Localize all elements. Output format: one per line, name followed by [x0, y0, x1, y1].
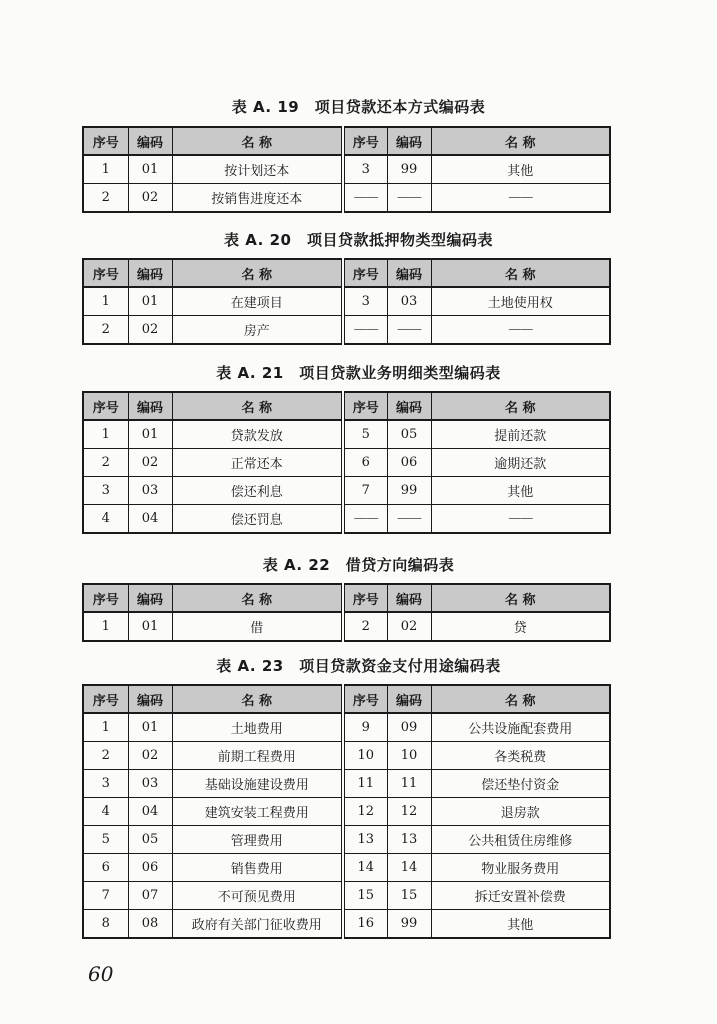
cell-seq: 2 — [83, 316, 128, 345]
header-seq: 序号 — [83, 584, 128, 612]
code-table-a20 — [82, 258, 611, 345]
cell-seq: 6 — [343, 449, 387, 477]
cell-seq: 11 — [343, 770, 387, 798]
header-code: 编码 — [128, 392, 172, 420]
cell-name: 管理费用 — [172, 826, 343, 854]
cell-name: 不可预见费用 — [172, 882, 343, 910]
cell-code: 01 — [128, 287, 172, 316]
header-name: 名 称 — [431, 685, 610, 713]
cell-name: 前期工程费用 — [172, 742, 343, 770]
cell-code: 10 — [387, 742, 431, 770]
cell-code: 99 — [387, 155, 431, 184]
cell-code: 01 — [128, 713, 172, 742]
table-header-row — [83, 127, 610, 155]
cell-seq: 1 — [83, 420, 128, 449]
cell-seq: 1 — [83, 612, 128, 641]
cell-name: 偿还垫付资金 — [431, 770, 610, 798]
header-seq: 序号 — [343, 685, 387, 713]
cell-name: 提前还款 — [431, 420, 610, 449]
cell-code: —— — [387, 505, 431, 534]
cell-name: 公共设施配套费用 — [431, 713, 610, 742]
code-table-a19 — [82, 126, 611, 213]
cell-code: 09 — [387, 713, 431, 742]
cell-seq: 5 — [83, 826, 128, 854]
cell-seq: 2 — [83, 742, 128, 770]
cell-seq: 2 — [343, 612, 387, 641]
table-row — [83, 910, 610, 939]
table-row — [83, 155, 610, 184]
cell-code: 02 — [387, 612, 431, 641]
cell-code: 05 — [387, 420, 431, 449]
cell-seq: 5 — [343, 420, 387, 449]
cell-code: 01 — [128, 612, 172, 641]
cell-code: 99 — [387, 910, 431, 939]
cell-code: —— — [387, 316, 431, 345]
header-code: 编码 — [128, 259, 172, 287]
header-code: 编码 — [387, 392, 431, 420]
cell-name: 正常还本 — [172, 449, 343, 477]
page-number: 60 — [88, 962, 114, 986]
cell-seq: —— — [343, 505, 387, 534]
table-header-row — [83, 685, 610, 713]
cell-seq: 13 — [343, 826, 387, 854]
cell-name: 退房款 — [431, 798, 610, 826]
cell-name: 借 — [172, 612, 343, 641]
table-row — [83, 449, 610, 477]
cell-name: 贷款发放 — [172, 420, 343, 449]
cell-seq: 2 — [83, 449, 128, 477]
cell-code: 06 — [128, 854, 172, 882]
cell-seq: 1 — [83, 713, 128, 742]
header-seq: 序号 — [83, 392, 128, 420]
cell-name: 政府有关部门征收费用 — [172, 910, 343, 939]
cell-code: 02 — [128, 449, 172, 477]
cell-name: 偿还罚息 — [172, 505, 343, 534]
table-caption-a20: 表 A. 20 项目贷款抵押物类型编码表 — [224, 231, 493, 249]
header-seq: 序号 — [83, 685, 128, 713]
table-row — [83, 505, 610, 534]
cell-name: 其他 — [431, 910, 610, 939]
header-name: 名 称 — [172, 259, 343, 287]
cell-code: —— — [387, 184, 431, 213]
cell-name: 按计划还本 — [172, 155, 343, 184]
header-code: 编码 — [387, 259, 431, 287]
header-seq: 序号 — [83, 259, 128, 287]
cell-name: 按销售进度还本 — [172, 184, 343, 213]
cell-code: 12 — [387, 798, 431, 826]
cell-code: 01 — [128, 420, 172, 449]
cell-seq: 16 — [343, 910, 387, 939]
cell-name: —— — [431, 316, 610, 345]
cell-seq: —— — [343, 316, 387, 345]
header-name: 名 称 — [431, 392, 610, 420]
cell-seq: 7 — [83, 882, 128, 910]
cell-code: 08 — [128, 910, 172, 939]
cell-code: 14 — [387, 854, 431, 882]
cell-seq: 1 — [83, 155, 128, 184]
cell-code: 15 — [387, 882, 431, 910]
cell-code: 01 — [128, 155, 172, 184]
cell-seq: 15 — [343, 882, 387, 910]
cell-name: 公共租赁住房维修 — [431, 826, 610, 854]
header-code: 编码 — [128, 584, 172, 612]
code-table-a23 — [82, 684, 611, 939]
header-name: 名 称 — [172, 127, 343, 155]
header-name: 名 称 — [431, 127, 610, 155]
header-seq: 序号 — [343, 392, 387, 420]
header-seq: 序号 — [343, 584, 387, 612]
cell-code: 13 — [387, 826, 431, 854]
cell-name: 房产 — [172, 316, 343, 345]
table-header-row — [83, 392, 610, 420]
header-name: 名 称 — [172, 584, 343, 612]
table-row — [83, 420, 610, 449]
cell-code: 03 — [128, 770, 172, 798]
table-row — [83, 798, 610, 826]
cell-code: 03 — [387, 287, 431, 316]
cell-seq: 3 — [83, 770, 128, 798]
header-seq: 序号 — [343, 127, 387, 155]
header-code: 编码 — [128, 127, 172, 155]
table-row — [83, 184, 610, 213]
cell-seq: —— — [343, 184, 387, 213]
table-caption-a22: 表 A. 22 借贷方向编码表 — [262, 556, 455, 574]
cell-code: 04 — [128, 798, 172, 826]
table-header-row — [83, 259, 610, 287]
cell-code: 11 — [387, 770, 431, 798]
cell-seq: 4 — [83, 505, 128, 534]
cell-name: 土地费用 — [172, 713, 343, 742]
header-seq: 序号 — [83, 127, 128, 155]
table-row — [83, 316, 610, 345]
table-row — [83, 854, 610, 882]
table-caption-a19: 表 A. 19 项目贷款还本方式编码表 — [231, 98, 486, 116]
cell-code: 07 — [128, 882, 172, 910]
cell-seq: 8 — [83, 910, 128, 939]
cell-name: 其他 — [431, 477, 610, 505]
header-code: 编码 — [387, 127, 431, 155]
cell-seq: 14 — [343, 854, 387, 882]
table-header-row — [83, 584, 610, 612]
cell-name: 土地使用权 — [431, 287, 610, 316]
table-row — [83, 612, 610, 641]
cell-name: 在建项目 — [172, 287, 343, 316]
cell-code: 02 — [128, 742, 172, 770]
cell-name: 拆迁安置补偿费 — [431, 882, 610, 910]
header-name: 名 称 — [172, 685, 343, 713]
code-table-a22 — [82, 583, 611, 642]
header-name: 名 称 — [172, 392, 343, 420]
cell-seq: 3 — [83, 477, 128, 505]
table-caption-a21: 表 A. 21 项目贷款业务明细类型编码表 — [216, 364, 501, 382]
cell-seq: 6 — [83, 854, 128, 882]
table-row — [83, 882, 610, 910]
cell-name: 物业服务费用 — [431, 854, 610, 882]
cell-code: 05 — [128, 826, 172, 854]
header-code: 编码 — [128, 685, 172, 713]
table-row — [83, 287, 610, 316]
table-row — [83, 742, 610, 770]
code-table-a21 — [82, 391, 611, 534]
cell-seq: 10 — [343, 742, 387, 770]
table-row — [83, 770, 610, 798]
cell-code: 02 — [128, 184, 172, 213]
cell-name: —— — [431, 505, 610, 534]
cell-code: 04 — [128, 505, 172, 534]
cell-name: 贷 — [431, 612, 610, 641]
table-row — [83, 713, 610, 742]
header-code: 编码 — [387, 584, 431, 612]
cell-seq: 9 — [343, 713, 387, 742]
cell-name: —— — [431, 184, 610, 213]
cell-name: 偿还利息 — [172, 477, 343, 505]
cell-seq: 7 — [343, 477, 387, 505]
cell-seq: 3 — [343, 155, 387, 184]
cell-seq: 2 — [83, 184, 128, 213]
header-seq: 序号 — [343, 259, 387, 287]
cell-seq: 1 — [83, 287, 128, 316]
table-row — [83, 477, 610, 505]
cell-seq: 3 — [343, 287, 387, 316]
table-caption-a23: 表 A. 23 项目贷款资金支付用途编码表 — [216, 657, 501, 675]
cell-code: 03 — [128, 477, 172, 505]
cell-name: 建筑安装工程费用 — [172, 798, 343, 826]
cell-name: 其他 — [431, 155, 610, 184]
cell-name: 逾期还款 — [431, 449, 610, 477]
cell-code: 06 — [387, 449, 431, 477]
header-code: 编码 — [387, 685, 431, 713]
cell-code: 99 — [387, 477, 431, 505]
cell-seq: 4 — [83, 798, 128, 826]
cell-code: 02 — [128, 316, 172, 345]
cell-name: 各类税费 — [431, 742, 610, 770]
table-row — [83, 826, 610, 854]
cell-name: 基础设施建设费用 — [172, 770, 343, 798]
header-name: 名 称 — [431, 584, 610, 612]
cell-seq: 12 — [343, 798, 387, 826]
cell-name: 销售费用 — [172, 854, 343, 882]
header-name: 名 称 — [431, 259, 610, 287]
